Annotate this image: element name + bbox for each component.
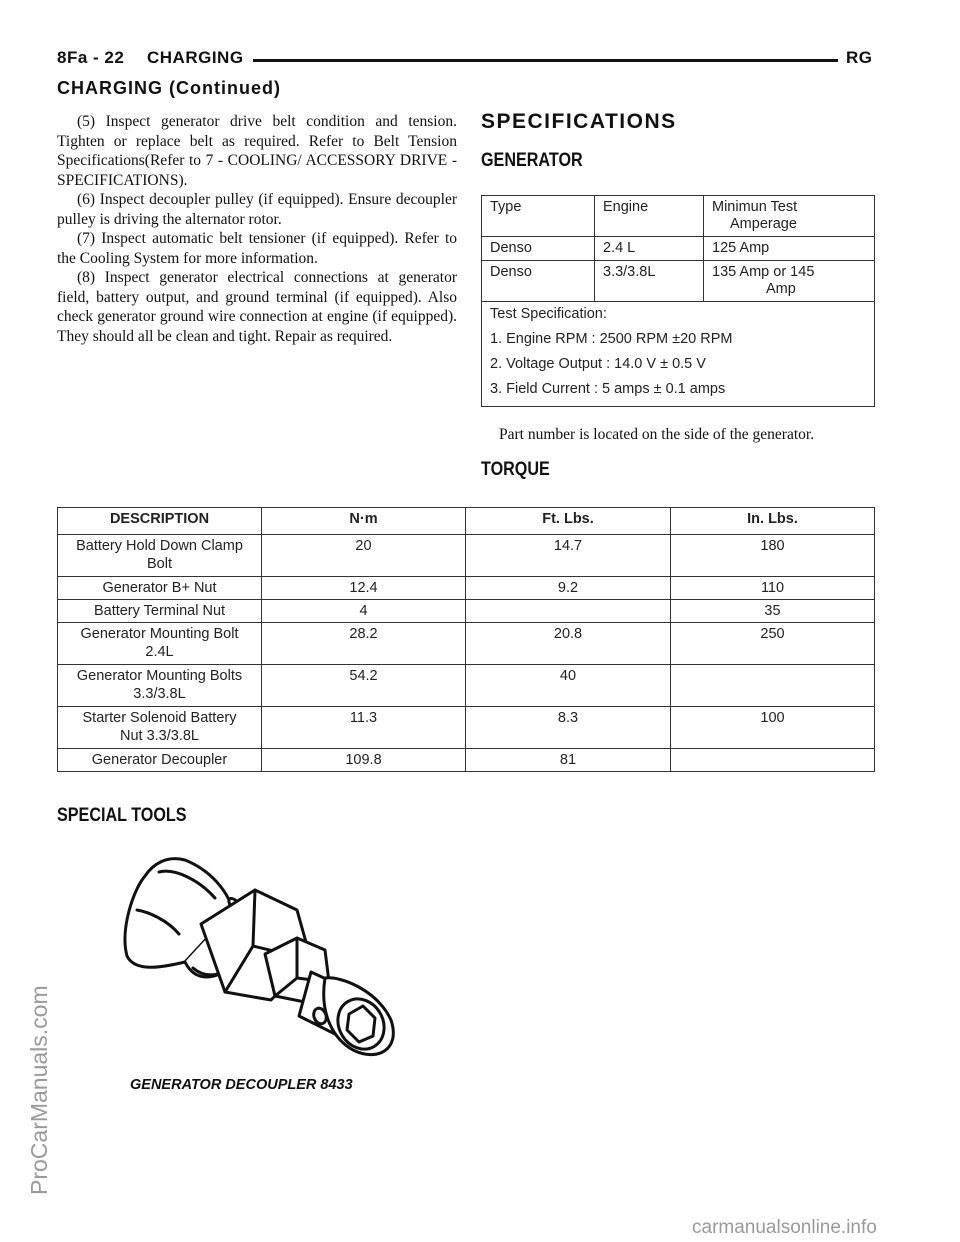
col-amperage [704,196,875,237]
cell-ftlbs [466,600,671,623]
test-spec-title: Test Specification: [490,306,607,322]
cell-engine: 2.4 L [595,237,704,261]
cell-description: Battery Terminal Nut [58,600,262,623]
desc-line1: Generator Mounting Bolts [76,668,243,684]
desc-line2: 2.4L [145,644,174,660]
table-row [482,261,875,302]
page-ref: 8Fa - 22 [57,48,125,67]
torque-table [57,507,875,772]
col-engine: Engine [595,196,704,237]
cell-type: Denso [482,261,595,302]
desc-line1: Starter Solenoid Battery [82,710,237,726]
cell-inlbs: 180 [671,535,875,577]
desc-line1: Generator Mounting Bolt [80,626,239,642]
amperage-line1: Minimun Test [712,199,798,215]
cell-description [58,535,262,577]
cell-ftlbs: 40 [466,665,671,707]
part-number-note: Part number is located on the side of the generator. [499,426,815,443]
test-spec-item: 2. Voltage Output : 14.0 V ± 0.5 V [490,356,706,372]
procedure-step-7: (7) Inspect automatic belt tensioner (if equipped). Refer to the Cooling System for more information. [57,230,457,267]
section-code: RG [846,48,873,67]
cell-inlbs [671,749,875,772]
special-tools-heading: SPECIAL TOOLS [57,805,187,826]
table-row [58,600,875,623]
cell-amperage: 125 Amp [704,237,875,261]
cell-ftlbs: 81 [466,749,671,772]
cell-type: Denso [482,237,595,261]
cell-nm: 12.4 [262,577,466,600]
desc-line2: Nut 3.3/3.8L [120,728,199,744]
procedure-step-8: (8) Inspect generator electrical connections at generator field, battery output, and ground terminal (if equipped). Also check generator ground wire connection at engine (if equipped). They should all be clean and tight. Repair as required. [57,269,457,345]
generator-decoupler-illustration [115,850,405,1070]
procedure-step-5: (5) Inspect generator drive belt condition and tension. Tighten or replace belt as required. Refer to Belt Tension Specifications(Refer to 7 - COOLING/ ACCESSORY DRIVE - SPECIFICATIONS). [57,113,457,189]
cell-ftlbs: 8.3 [466,707,671,749]
cell-description [58,707,262,749]
col-ftlbs: Ft. Lbs. [466,508,671,535]
col-type: Type [482,196,595,237]
specifications-heading: SPECIFICATIONS [481,110,677,133]
cell-description: Generator B+ Nut [58,577,262,600]
test-spec-item: 1. Engine RPM : 2500 RPM ±20 RPM [490,331,733,347]
cell-amperage [704,261,875,302]
test-spec-cell [482,302,875,407]
cell-description [58,665,262,707]
table-row [58,749,875,772]
cell-ftlbs: 20.8 [466,623,671,665]
header-rule [253,59,838,62]
table-header-row [482,196,875,237]
cell-description [58,623,262,665]
test-spec-item: 3. Field Current : 5 amps ± 0.1 amps [490,381,726,397]
desc-line1: Battery Hold Down Clamp [76,538,243,554]
tool-caption: GENERATOR DECOUPLER 8433 [130,1077,353,1093]
cell-ftlbs: 14.7 [466,535,671,577]
side-watermark: ProCarManuals.com [26,985,52,1195]
cell-inlbs: 250 [671,623,875,665]
cell-inlbs [671,665,875,707]
amperage-line1: 135 Amp or 145 [712,264,815,280]
cell-ftlbs: 9.2 [466,577,671,600]
footer-watermark: carmanualsonline.info [692,1217,877,1238]
col-description: DESCRIPTION [58,508,262,535]
generator-heading: GENERATOR [481,150,583,171]
cell-nm: 11.3 [262,707,466,749]
cell-inlbs: 110 [671,577,875,600]
table-row [58,535,875,577]
cell-nm: 109.8 [262,749,466,772]
cell-inlbs: 100 [671,707,875,749]
cell-nm: 28.2 [262,623,466,665]
section-title: CHARGING [147,48,244,67]
cell-engine: 3.3/3.8L [595,261,704,302]
torque-heading: TORQUE [481,459,550,480]
table-row [58,707,875,749]
procedure-text [57,112,457,346]
cell-nm: 54.2 [262,665,466,707]
col-inlbs: In. Lbs. [671,508,875,535]
cell-nm: 4 [262,600,466,623]
desc-line2: Bolt [147,556,172,572]
table-row [58,623,875,665]
table-row [482,237,875,261]
cell-nm: 20 [262,535,466,577]
procedure-step-6: (6) Inspect decoupler pulley (if equipped). Ensure decoupler pulley is driving the alternator rotor. [57,191,457,228]
test-spec-row [482,302,875,407]
cell-inlbs: 35 [671,600,875,623]
table-header-row [58,508,875,535]
amperage-line2: Amp [766,281,796,297]
amperage-line2: Amperage [730,216,797,232]
table-row [58,665,875,707]
continued-heading: CHARGING (Continued) [57,78,281,98]
table-row [58,577,875,600]
generator-spec-table [481,195,875,407]
cell-description: Generator Decoupler [58,749,262,772]
desc-line2: 3.3/3.8L [133,686,186,702]
col-nm: N·m [262,508,466,535]
